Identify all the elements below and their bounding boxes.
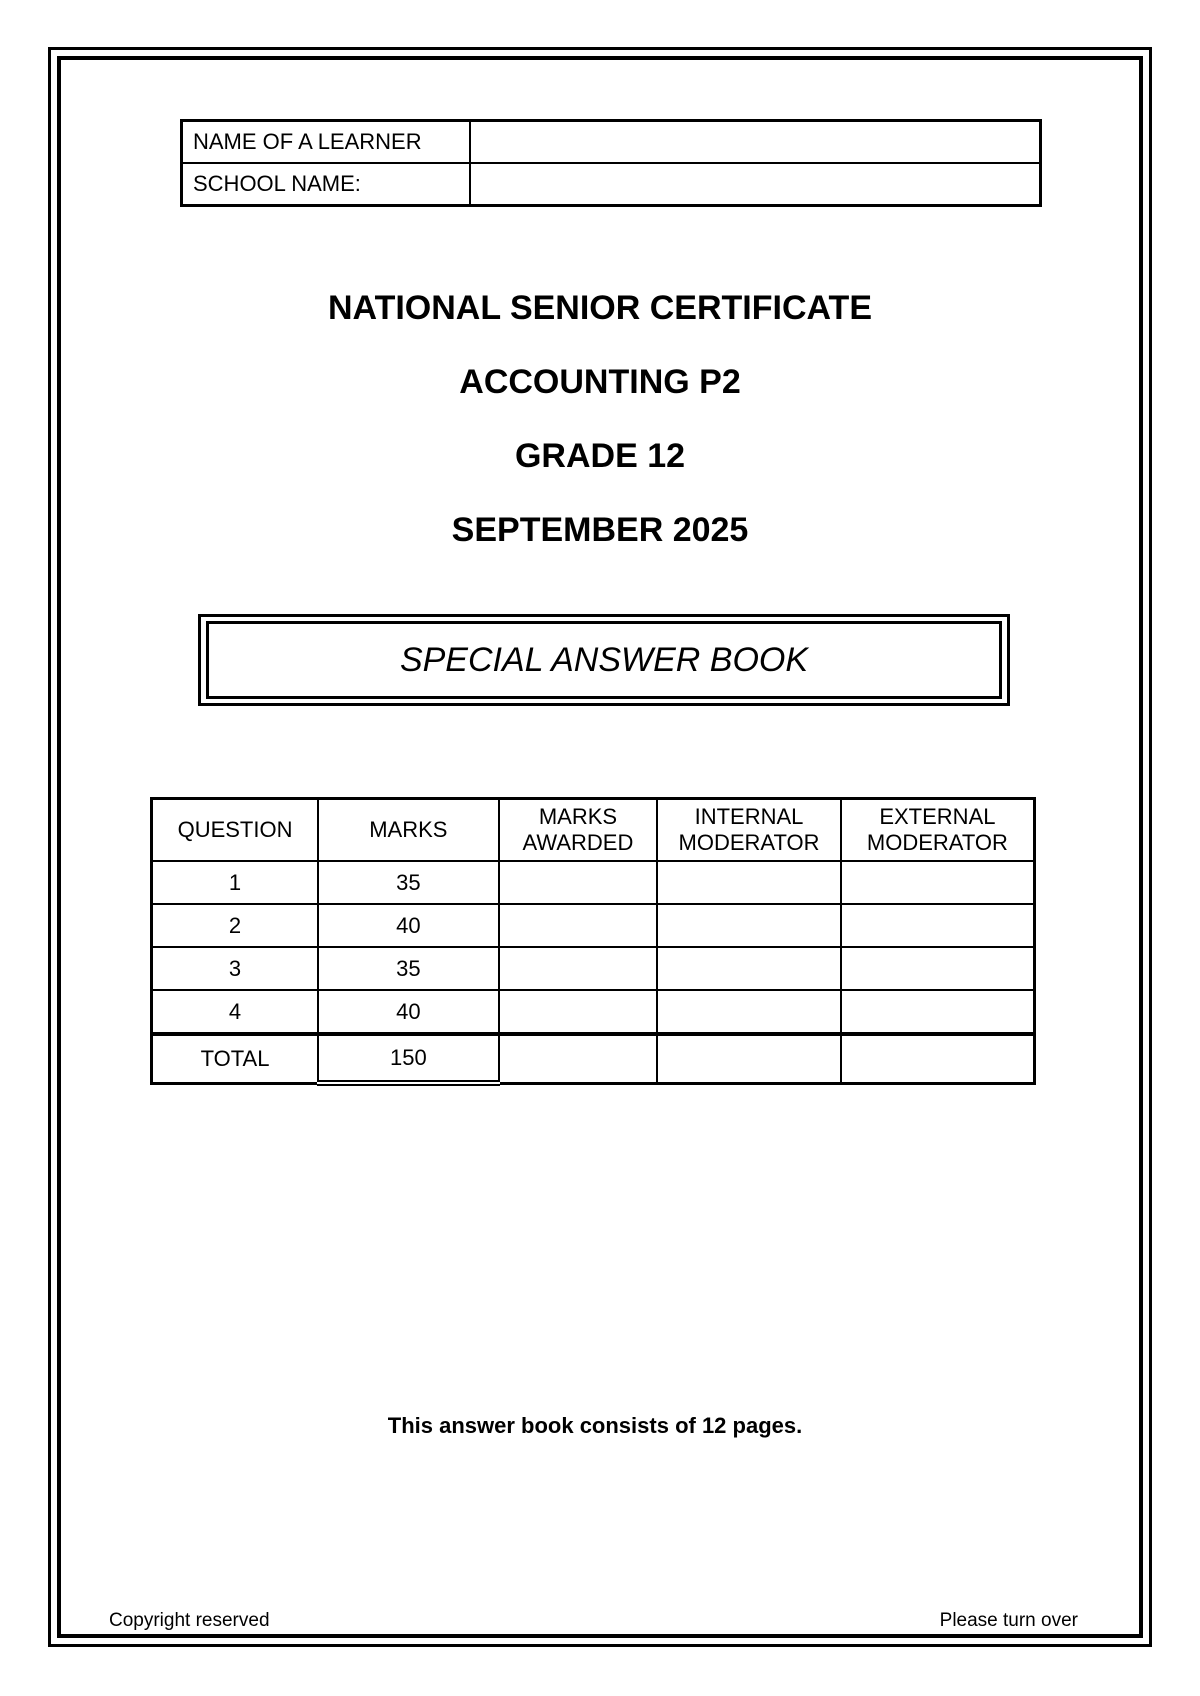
external-moderator-cell[interactable] (841, 904, 1035, 947)
header-internal-moderator (657, 799, 841, 862)
table-row (152, 904, 1035, 947)
question-number: 3 (152, 947, 319, 990)
header-internal-line1: INTERNAL (694, 804, 804, 829)
question-marks: 40 (318, 990, 499, 1034)
header-external-line1: EXTERNAL (879, 804, 996, 829)
marks-awarded-cell[interactable] (499, 904, 658, 947)
date-heading: SEPTEMBER 2025 (451, 511, 749, 549)
school-name-label: SCHOOL NAME: (182, 163, 471, 206)
header-external-moderator (841, 799, 1035, 862)
question-number: 4 (152, 990, 319, 1034)
external-moderator-cell[interactable] (841, 861, 1035, 904)
total-row (152, 1034, 1035, 1083)
header-marks-awarded-line2: AWARDED (522, 830, 634, 855)
header-question (152, 799, 319, 862)
marks-awarded-cell[interactable] (499, 947, 658, 990)
header-internal-line2: MODERATOR (678, 830, 820, 855)
certificate-heading: NATIONAL SENIOR CERTIFICATE (328, 289, 872, 327)
copyright-footer: Copyright reserved (109, 1610, 270, 1631)
learner-name-row (182, 121, 1041, 164)
question-number: 1 (152, 861, 319, 904)
table-row (152, 990, 1035, 1034)
school-name-field[interactable] (470, 163, 1041, 206)
total-marks-awarded-cell[interactable] (499, 1034, 658, 1083)
question-marks: 35 (318, 861, 499, 904)
header-question-label: QUESTION (177, 817, 293, 842)
header-marks (318, 799, 499, 862)
marks-table (150, 797, 1036, 1086)
table-row (152, 861, 1035, 904)
external-moderator-cell[interactable] (841, 947, 1035, 990)
total-marks: 150 (318, 1034, 499, 1083)
header-marks-label: MARKS (369, 817, 448, 842)
learner-name-field[interactable] (470, 121, 1041, 164)
page-count-note: This answer book consists of 12 pages. (387, 1413, 803, 1438)
turn-over-footer: Please turn over (939, 1610, 1078, 1631)
school-name-row (182, 163, 1041, 206)
title-block (0, 280, 1200, 576)
internal-moderator-cell[interactable] (657, 990, 841, 1034)
external-moderator-cell[interactable] (841, 990, 1035, 1034)
internal-moderator-cell[interactable] (657, 904, 841, 947)
subject-heading: ACCOUNTING P2 (459, 363, 741, 401)
question-marks: 40 (318, 904, 499, 947)
header-marks-awarded-line1: MARKS (538, 804, 618, 829)
total-label: TOTAL (152, 1034, 319, 1083)
marks-awarded-cell[interactable] (499, 861, 658, 904)
total-external-moderator-cell[interactable] (841, 1034, 1035, 1083)
internal-moderator-cell[interactable] (657, 947, 841, 990)
question-marks: 35 (318, 947, 499, 990)
table-row (152, 947, 1035, 990)
learner-info-table (180, 119, 1042, 207)
header-external-line2: MODERATOR (866, 830, 1008, 855)
header-marks-awarded (499, 799, 658, 862)
answer-book-title: SPECIAL ANSWER BOOK (206, 621, 1002, 699)
marks-table-header (152, 799, 1035, 862)
total-internal-moderator-cell[interactable] (657, 1034, 841, 1083)
grade-heading: GRADE 12 (514, 437, 686, 475)
learner-name-label: NAME OF A LEARNER (182, 121, 471, 164)
marks-awarded-cell[interactable] (499, 990, 658, 1034)
question-number: 2 (152, 904, 319, 947)
internal-moderator-cell[interactable] (657, 861, 841, 904)
